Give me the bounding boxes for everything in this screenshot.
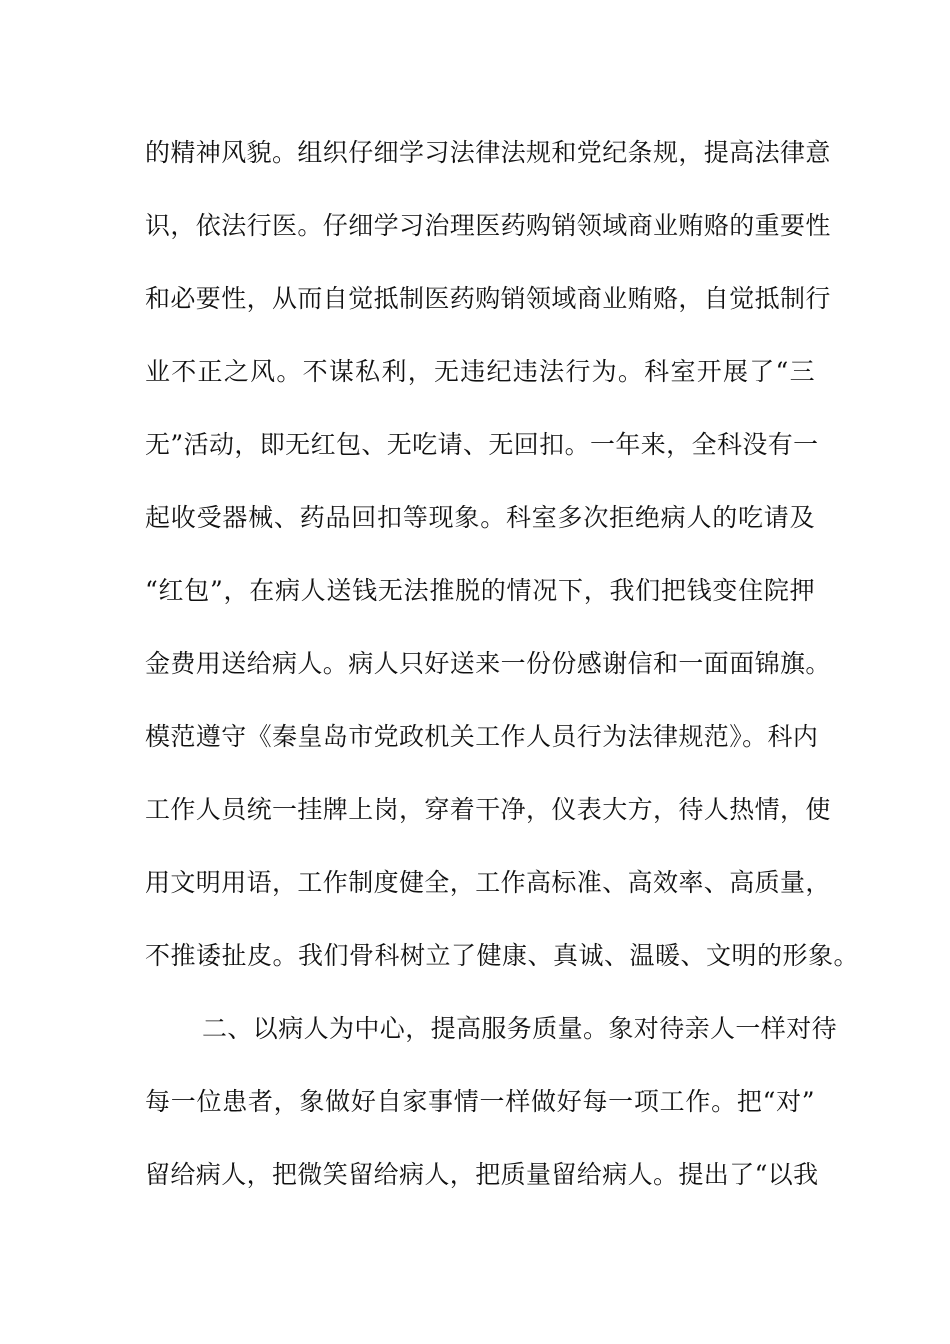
paragraph-line-6: 起收受器械、药品回扣等现象。科室多次拒绝病人的吃请及: [145, 503, 815, 532]
paragraph-line-12: 不推诿扯皮。我们骨科树立了健康、真诚、温暖、文明的形象。: [145, 941, 860, 970]
paragraph-line-5: 无”活动，即无红包、无吃请、无回扣。一年来，全科没有一: [145, 430, 819, 459]
paragraph-line-4: 业不正之风。不谋私利，无违纪违法行为。科室开展了“三: [145, 357, 815, 386]
paragraph-line-3: 和必要性，从而自觉抵制医药购销领域商业贿赂，自觉抵制行: [145, 284, 831, 313]
paragraph-line-10: 工作人员统一挂牌上岗，穿着干净，仪表大方，待人热情，使: [145, 795, 831, 824]
paragraph-line-13: 二、以病人为中心，提高服务质量。象对待亲人一样对待: [202, 1014, 838, 1043]
paragraph-line-15: 留给病人，把微笑留给病人，把质量留给病人。提出了“以我: [145, 1160, 819, 1189]
paragraph-line-7: “红包”，在病人送钱无法推脱的情况下，我们把钱变住院押: [145, 576, 815, 605]
paragraph-line-1: 的精神风貌。组织仔细学习法律法规和党纪条规，提高法律意: [145, 138, 831, 167]
paragraph-line-14: 每一位患者，象做好自家事情一样做好每一项工作。把“对”: [145, 1087, 815, 1116]
paragraph-line-8: 金费用送给病人。病人只好送来一份份感谢信和一面面锦旗。: [145, 649, 831, 678]
paragraph-line-2: 识，依法行医。仔细学习治理医药购销领域商业贿赂的重要性: [145, 211, 831, 240]
paragraph-line-9: 模范遵守《秦皇岛市党政机关工作人员行为法律规范》。科内: [145, 722, 819, 751]
paragraph-line-11: 用文明用语，工作制度健全，工作高标准、高效率、高质量，: [145, 868, 831, 897]
